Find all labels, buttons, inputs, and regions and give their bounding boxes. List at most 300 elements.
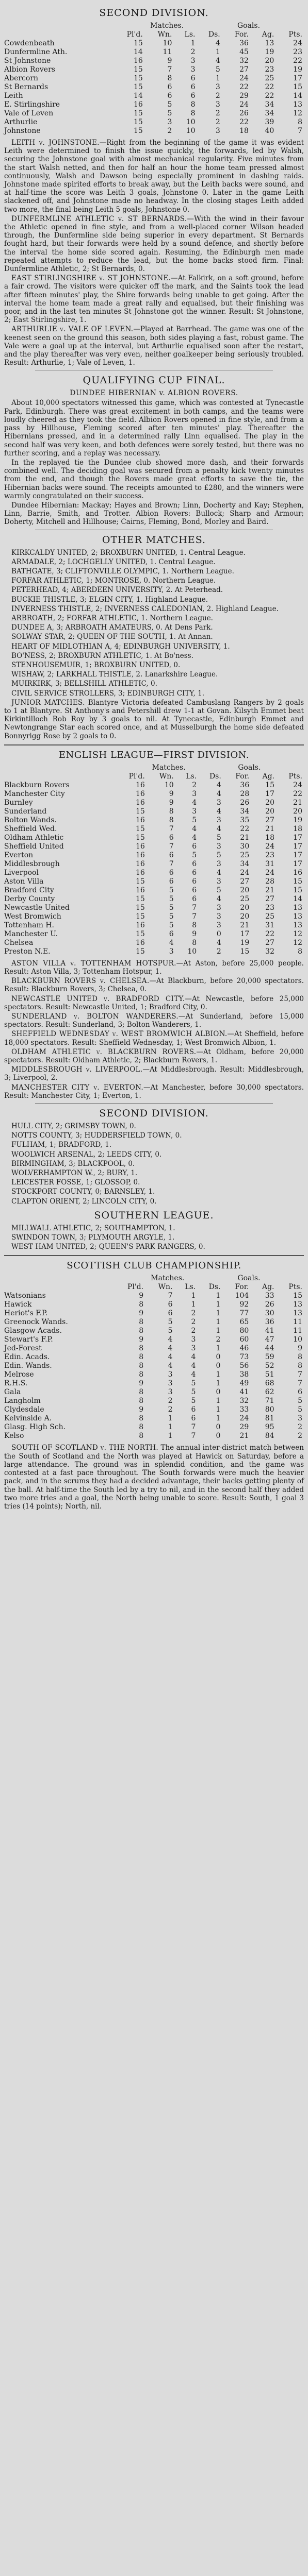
table-cell: 20 [265,798,274,807]
table-cell: 23 [265,851,274,859]
table-cell: 16 [135,886,145,894]
team-name: Liverpool [4,868,39,877]
table-row [4,65,304,74]
table-cell: 4 [216,824,221,833]
table-row [4,807,304,816]
table-cell: 9 [169,798,174,807]
table-row [4,790,304,799]
result-line: BIRMINGHAM, 3; BLACKPOOL, 0. [11,1159,135,1168]
table-cell: 5 [298,1397,302,1405]
table-cell: 25 [240,851,250,859]
english-second-title: SECOND DIVISION. [99,1108,209,1120]
table-cell: 1 [168,1432,173,1440]
table-cell: 19 [265,48,274,56]
table-cell: 8 [192,938,197,947]
qualifying-cup-subtitle: DUNDEE HIBERNIAN v. ALBION ROVERS. [70,389,238,398]
table-row [4,895,304,904]
table-row [4,1318,304,1327]
table-cell: 6 [190,92,196,100]
table-cell: 16 [293,868,302,877]
team-name: Preston N.E. [4,947,51,956]
match-report [4,959,304,976]
table-cell: 13 [265,39,274,47]
table-cell: 10 [186,127,196,135]
table-row [4,860,304,869]
table-cell: 3 [190,57,196,65]
table-cell: 8 [139,1362,144,1370]
table-cell: 6 [167,92,172,100]
match-report [4,995,304,1011]
table-cell: 3 [298,1414,302,1423]
table-cell: 34 [265,109,274,117]
table-cell: 3 [168,1370,173,1379]
col-drawn: Ds. [208,1283,221,1292]
section-divider [4,744,304,745]
goals-header: Goals. [237,1274,261,1283]
table-row [4,904,304,912]
table-cell: 4 [191,1362,196,1370]
table-cell: 25 [265,74,274,82]
table-cell: 8 [139,1327,144,1335]
table-cell: 1 [216,1309,221,1318]
table-cell: 4 [192,833,197,842]
col-won: Wn. [159,772,174,781]
team-name: Edin. Wands. [4,1362,52,1370]
table-cell: 3 [215,127,220,135]
table-cell: 6 [190,83,196,91]
table-cell: 7 [298,1370,302,1379]
scottish-championship-title: SCOTTISH CLUB CHAMPIONSHIP. [67,1260,241,1272]
table-cell: 16 [135,816,145,824]
table-cell: 84 [265,1432,274,1440]
second-division-rows [4,39,304,135]
goals-header: Goals. [238,763,261,772]
table-cell: 3 [216,903,221,912]
table-cell: 41 [265,1327,274,1335]
table-cell: 9 [139,1335,144,1344]
table-cell: 32 [239,1397,249,1405]
table-cell: 2 [215,92,220,100]
table-cell: 20 [293,807,302,816]
col-for: For. [235,772,250,781]
table-cell: 2 [215,118,220,126]
table-cell: 1 [216,1300,221,1309]
table-cell: 32 [265,947,274,956]
table-row [4,1309,304,1318]
col-ag: Ag. [262,1283,274,1292]
table-row [4,930,304,939]
table-cell: 5 [215,65,220,74]
team-name: Vale of Leven [4,109,54,117]
table-cell: 15 [293,83,302,91]
table-cell: 5 [169,912,174,921]
table-cell: 4 [216,789,221,798]
table-cell: 7 [191,1432,196,1440]
table-cell: 6 [169,833,174,842]
team-name: Albion Rovers [4,65,55,74]
table-cell: 2 [298,1423,302,1432]
table-cell: 27 [265,816,274,824]
team-name: St Bernards [4,83,48,91]
table-cell: 23 [265,65,274,74]
table-cell: 15 [135,833,145,842]
qualifying-cup-title: QUALIFYING CUP FINAL. [83,375,225,386]
table-cell: 24 [265,842,274,851]
table-cell: 3 [216,877,221,886]
table-cell: 1 [168,1414,173,1423]
table-cell: 5 [192,851,197,859]
matches-header: Matches. [150,22,184,30]
team-name: Glasg. High Sch. [4,1423,66,1432]
match-report-body: —At Aston, before 25,000 people. Result: Aston Villa, 3; Tottenham Hotspur, 1. [4,959,304,976]
table-cell: 7 [169,842,174,851]
table-row [4,92,304,100]
table-cell: 15 [240,947,250,956]
table-cell: 15 [133,83,143,91]
table-cell: 41 [239,1388,249,1397]
col-pld: Pl'd. [127,1283,144,1292]
col-ag: Ag. [262,772,274,781]
table-row [4,886,304,895]
match-report-head: MANCHESTER CITY v. EVERTON. [11,1083,143,1092]
table-cell: 3 [216,798,221,807]
table-cell: 3 [192,789,197,798]
team-name: Clydesdale [4,1405,44,1414]
table-cell: 77 [239,1309,249,1318]
table-cell: 33 [265,1292,274,1300]
match-report-head: LEITH v. JOHNSTONE. [11,139,100,147]
english-league-title: ENGLISH LEAGUE—FIRST DIVISION. [58,749,250,760]
table-cell: 13 [293,903,302,912]
table-cell: 6 [167,83,172,91]
col-ag: Ag. [262,30,274,39]
table-cell: 40 [265,127,274,135]
table-cell: 17 [293,842,302,851]
result-line: STOCKPORT COUNTY, 0; BARNSLEY, 1. [11,1188,155,1196]
match-report [4,1083,304,1100]
table-cell: 7 [192,912,197,921]
table-cell: 18 [265,833,274,842]
table-cell: 6 [191,1405,196,1414]
table-cell: 36 [265,1318,274,1327]
table-row [4,1362,304,1370]
col-pts: Pts. [288,772,302,781]
table-cell: 15 [135,824,145,833]
table-cell: 7 [298,127,302,135]
table-cell: 2 [298,1432,302,1440]
table-cell: 4 [168,1344,173,1353]
team-name: Watsonians [4,1292,46,1300]
team-name: Sheffield United [4,842,64,851]
table-row [4,1353,304,1362]
table-cell: 33 [239,1405,249,1414]
table-cell: 0 [216,1423,221,1432]
table-cell: 23 [293,48,302,56]
team-name: Bradford City [4,886,54,894]
table-cell: 44 [265,1344,274,1353]
table-cell: 7 [298,1379,302,1388]
team-name: Middlesbrough [4,859,60,868]
result-line: WOOLWICH ARSENAL, 2; LEEDS CITY, 0. [11,1150,162,1159]
team-name: Blackburn Rovers [4,781,70,789]
team-name: Oldham Athletic [4,833,64,842]
table-cell: 13 [293,1300,302,1309]
table-cell: 22 [293,789,302,798]
team-name: Tottenham H. [4,921,54,929]
table-cell: 35 [240,816,250,824]
table-row [4,877,304,886]
col-won: Wn. [158,1283,173,1292]
table-row [4,109,304,118]
table-cell: 5 [216,886,221,894]
table-cell: 16 [133,57,143,65]
col-pts: Pts. [288,1283,302,1292]
table-cell: 3 [191,1335,196,1344]
table-cell: 10 [293,1335,302,1344]
table-cell: 23 [265,903,274,912]
table-cell: 0 [216,1362,221,1370]
match-report-head: SHEFFIELD WEDNESDAY v. WEST BROMWICH ALBION. [11,1030,228,1039]
table-cell: 15 [135,903,145,912]
table-cell: 1 [216,1318,221,1327]
table-cell: 4 [191,1353,196,1362]
team-name: Hawick [4,1300,32,1309]
table-cell: 2 [191,1327,196,1335]
table-cell: 8 [139,1414,144,1423]
table-cell: 16 [135,851,145,859]
table-cell: 27 [265,938,274,947]
table-row [4,816,304,825]
table-cell: 8 [298,947,302,956]
table-cell: 0 [216,1388,221,1397]
col-lost: Ls. [185,1283,196,1292]
team-name: Johnstone [4,127,41,135]
section-divider [4,1255,304,1256]
table-cell: 5 [167,100,172,109]
table-cell: 60 [239,1335,249,1344]
table-cell: 10 [186,118,196,126]
table-cell: 0 [216,1353,221,1362]
table-cell: 14 [133,48,143,56]
table-cell: 24 [239,74,249,82]
table-cell: 8 [298,1353,302,1362]
matches-header: Matches. [152,763,186,772]
table-cell: 20 [265,57,274,65]
south-north-report [4,1444,304,1511]
table-cell: 20 [265,807,274,816]
newspaper-page [4,0,304,1522]
table-cell: 2 [216,947,221,956]
table-cell: 4 [192,824,197,833]
table-cell: 15 [135,894,145,903]
result-line: Dundee Hibernian: Mackay; Hayes and Brown; Linn, Docherty and Kay; Stephen, Linn, Barrie, Smith, and Trotter. Albion Rovers: Bullock; Sharp and Armour; Doherty, Mitchell and Hillhouse; Cairns, Fleming, Bond, Morley and Baird. [4,501,304,527]
team-name: Kelso [4,1432,24,1440]
table-cell: 4 [215,39,220,47]
table-row [4,1335,304,1344]
match-report-head: EAST STIRLINGSHIRE v. ST JOHNSTONE. [11,274,171,283]
table-cell: 17 [293,859,302,868]
table-cell: 1 [191,1292,196,1300]
table-cell: 8 [298,118,302,126]
table-cell: 3 [216,842,221,851]
table-row [4,100,304,109]
table-row [4,1432,304,1440]
match-report-body: —At Manchester, before 30,000 spectators. Result: Manchester City, 1; Everton, 1. [4,1083,304,1100]
table-cell: 28 [265,877,274,886]
table-cell: 12 [293,109,302,117]
table-cell: 6 [169,877,174,886]
table-cell: 2 [215,109,220,117]
table-cell: 34 [240,807,250,816]
table-cell: 25 [265,912,274,921]
table-cell: 3 [167,118,172,126]
table-cell: 15 [293,877,302,886]
table-cell: 4 [216,781,221,789]
table-cell: 4 [216,868,221,877]
team-name: Sunderland [4,807,47,816]
match-report-body: —With the wind in their favour the Athletic opened in fine style, and from a well-placed corner Wilson headed through, the Dunfermline side being superior in every department. St Bernards fought hard, but their forwards were held by a sound defence, and shortly before the interval the home side scored again. Resuming, the Edinburgh men made repeated attempts to reduce the lead, but the home backs stood firm. Final: Dunfermline Athletic, 2; St Bernards, 0. [4,214,304,274]
table-cell: 4 [169,938,174,947]
table-cell: 21 [240,833,250,842]
table-cell: 3 [216,921,221,929]
table-cell: 5 [169,903,174,912]
table-cell: 6 [168,1300,173,1309]
qualifying-cup-reports [4,399,304,526]
table-cell: 17 [293,74,302,82]
table-cell: 13 [293,1309,302,1318]
result-line: HEART OF MIDLOTHIAN A, 4; EDINBURGH UNIVERSITY, 1. [11,642,230,651]
table-cell: 2 [216,1335,221,1344]
table-cell: 29 [239,1423,249,1432]
match-report-head: SUNDERLAND v. BOLTON WANDERERS. [11,1012,179,1021]
table-cell: 5 [169,886,174,894]
team-name: Stewart's F.P. [4,1335,53,1344]
scottish-championship-table [4,1274,304,1440]
table-cell: 6 [190,74,196,82]
table-cell: 4 [216,938,221,947]
table-cell: 6 [169,868,174,877]
match-report-body: —Played at Barrhead. The game was one of the keenest seen on the ground this season, both sides playing a fast, robust game. The Vale were a goal up at the interval, but Arthurlie equalised soon after the restart, and the play thereafter was very even, neither goalkeeper being seriously troubled. Result: Arthurlie, 1; Vale of Leven, 1. [4,325,304,367]
table-cell: 3 [168,1379,173,1388]
match-report [4,1065,304,1082]
team-name: Everton [4,851,34,859]
table-row [4,74,304,83]
table-cell: 11 [293,1327,302,1335]
table-cell: 6 [192,894,197,903]
team-name: Sheffield Wed. [4,824,57,833]
table-cell: 1 [216,1292,221,1300]
table-cell: 1 [215,48,220,56]
table-cell: 9 [139,1292,144,1300]
table-cell: 9 [169,789,174,798]
table-cell: 31 [265,859,274,868]
table-row [4,1414,304,1423]
table-cell: 21 [293,798,302,807]
table-cell: 32 [239,57,249,65]
table-row [4,1300,304,1309]
table-row [4,118,304,127]
table-cell: 8 [139,1318,144,1327]
table-cell: 22 [293,57,302,65]
table-cell: 45 [239,48,249,56]
table-cell: 22 [265,929,274,938]
table-cell: 5 [168,1327,173,1335]
table-row [4,851,304,860]
team-name: Bolton Wands. [4,816,57,824]
table-cell: 10 [187,947,197,956]
table-row [4,912,304,921]
table-cell: 18 [239,127,249,135]
second-division-table [4,22,304,135]
table-cell: 62 [265,1388,274,1397]
table-cell: 9 [139,1405,144,1414]
table-cell: 11 [293,1318,302,1327]
col-for: For. [235,1283,249,1292]
table-cell: 3 [190,65,196,74]
team-name: Melrose [4,1370,34,1379]
table-cell: 19 [240,938,250,947]
table-cell: 5 [191,1397,196,1405]
table-cell: 6 [192,842,197,851]
table-cell: 4 [168,1335,173,1344]
table-cell: 4 [216,894,221,903]
table-cell: 1 [168,1423,173,1432]
table-cell: 71 [265,1397,274,1405]
table-row [4,842,304,851]
table-cell: 92 [239,1300,249,1309]
table-row [4,1292,304,1300]
match-report-body: —At Blackburn, before 20,000 spectators. Result: Blackburn Rovers, 3; Chelsea, 0. [4,977,304,994]
table-cell: 1 [216,1344,221,1353]
table-cell: 7 [169,824,174,833]
english-league-rows [4,781,304,956]
table-row [4,1379,304,1388]
table-cell: 29 [239,92,249,100]
table-row [4,48,304,57]
match-report-head: OLDHAM ATHLETIC v. BLACKBURN ROVERS. [11,1047,197,1056]
table-cell: 21 [239,1432,249,1440]
table-cell: 52 [265,1362,274,1370]
table-cell: 7 [167,65,172,74]
table-cell: 8 [139,1423,144,1432]
table-cell: 2 [167,127,172,135]
match-report-head: ASTON VILLA v. TOTTENHAM HOTSPUR. [11,959,176,968]
table-cell: 3 [216,816,221,824]
table-row [4,1327,304,1335]
table-cell: 9 [139,1379,144,1388]
table-cell: 73 [239,1353,249,1362]
table-cell: 6 [192,877,197,886]
table-cell: 15 [133,74,143,82]
match-report [4,325,304,367]
table-cell: 15 [135,929,145,938]
divider [35,1103,273,1104]
result-line: CLAPTON ORIENT, 2; LINCOLN CITY, 0. [11,1197,157,1206]
team-name: Aston Villa [4,877,44,886]
table-cell: 4 [215,57,220,65]
table-cell: 68 [265,1379,274,1388]
table-cell: 1 [216,1414,221,1423]
result-line: SOLWAY STAR, 2; QUEEN OF THE SOUTH, 1. At Annan. [11,633,213,641]
table-cell: 16 [135,781,145,789]
team-name: Kelvinside A. [4,1414,52,1423]
result-line: In the replayed tie the Dundee club showed more dash, and their forwards combined well. The deciding goal was secured from a penalty kick twenty minutes from the end, and though the Rovers made great efforts to save the tie, the Hibernian backs were sound. The receipts amounted to £280, and the winners were warmly congratulated on their success. [4,458,304,500]
table-cell: 22 [265,83,274,91]
table-cell: 34 [265,100,274,109]
table-cell: 6 [298,1388,302,1397]
junior-head: JUNIOR MATCHES. [11,698,85,707]
table-cell: 24 [239,100,249,109]
